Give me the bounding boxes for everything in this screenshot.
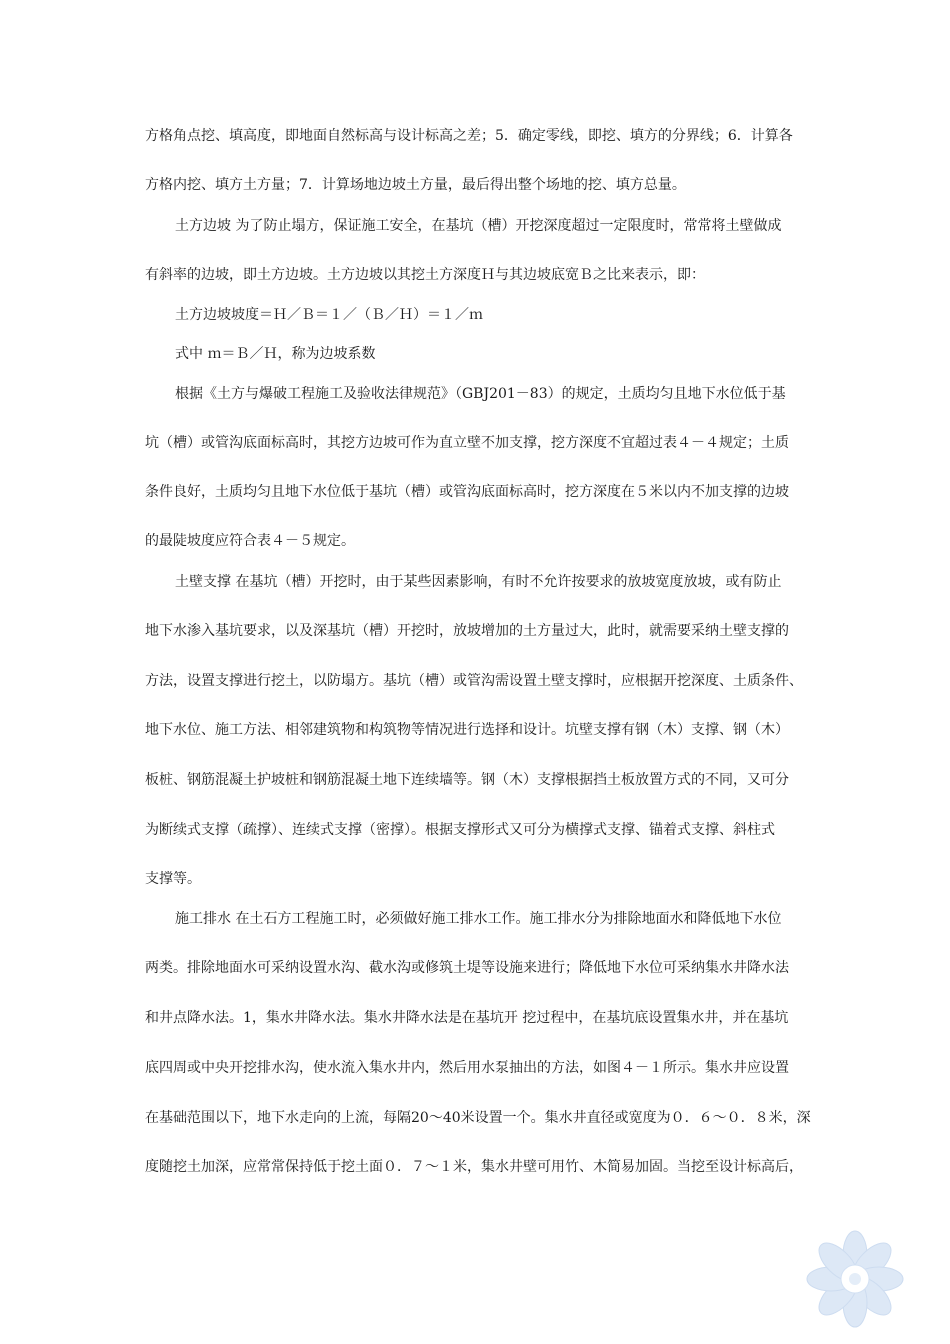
text-line: 坑（槽）或管沟底面标高时，其挖方边坡可作为直立壁不加支撑，挖方深度不宜超过表４－４规定；土质 — [145, 435, 789, 451]
text-line: 底四周或中央开挖排水沟，使水流入集水井内，然后用水泵抽出的方法，如图４－１所示。集水井应设置 — [145, 1060, 789, 1076]
paragraph-start: 土壁支撑 在基坑（槽）开挖时，由于某些因素影响，有时不允许按要求的放坡宽度放坡，或有防止 — [175, 574, 782, 590]
text-line: 两类。排除地面水可采纳设置水沟、截水沟或修筑土堤等设施来进行；降低地下水位可采纳集水井降水法 — [145, 960, 789, 976]
text-line: 有斜率的边坡，即土方边坡。土方边坡以其挖土方深度Ｈ与其边坡底宽Ｂ之比来表示，即： — [145, 267, 705, 283]
text-line: 在基础范围以下，地下水走向的上流，每隔20～40米设置一个。集水井直径或宽度为０．６～０．８米，深 — [145, 1110, 811, 1126]
text-line: 地下水位、施工方法、相邻建筑物和构筑物等情况进行选择和设计。坑壁支撑有钢（木）支撑、钢（木） — [145, 722, 789, 738]
paragraph-start: 土方边坡 为了防止塌方，保证施工安全，在基坑（槽）开挖深度超过一定限度时，常常将土壁做成 — [175, 218, 782, 234]
text-line: 方格内挖、填方土方量；7．计算场地边坡土方量，最后得出整个场地的挖、填方总量。 — [145, 177, 686, 193]
text-line: 地下水渗入基坑要求，以及深基坑（槽）开挖时，放坡增加的土方量过大，此时，就需要采纳土壁支撑的 — [145, 623, 789, 639]
text-line: 为断续式支撑（疏撑）、连续式支撑（密撑）。根据支撑形式又可分为横撑式支撑、锚着式支撑、斜柱式 — [145, 822, 775, 838]
text-line: 度随挖土加深，应常常保持低于挖土面０．７～１米，集水井壁可用竹、木简易加固。当挖至设计标高后， — [145, 1159, 803, 1175]
text-line: 方格角点挖、填高度，即地面自然标高与设计标高之差；5．确定零线，即挖、填方的分界线；6．计算各 — [145, 128, 793, 144]
formula-line: 土方边坡坡度＝Ｈ／Ｂ＝１／（Ｂ／Ｈ）＝１／ｍ — [175, 307, 483, 323]
text-line: 的最陡坡度应符合表４－５规定。 — [145, 533, 355, 549]
text-line: 方法，设置支撑进行挖土，以防塌方。基坑（槽）或管沟需设置土壁支撑时，应根据开挖深度、土质条件、 — [145, 673, 803, 689]
paragraph-start: 施工排水 在土石方工程施工时，必须做好施工排水工作。施工排水分为排除地面水和降低地下水位 — [175, 911, 782, 927]
text-line: 和井点降水法。1，集水井降水法。集水井降水法是在基坑开 挖过程中，在基坑底设置集水井，并在基坑 — [145, 1010, 789, 1026]
flower-watermark-icon — [800, 1224, 910, 1334]
text-line: 支撑等。 — [145, 871, 201, 887]
text-line: 板桩、钢筋混凝土护坡桩和钢筋混凝土地下连续墙等。钢（木）支撑根据挡土板放置方式的不同，又可分 — [145, 772, 789, 788]
paragraph-start: 根据《土方与爆破工程施工及验收法律规范》（GBJ201－83）的规定，土质均匀且地下水位低于基 — [175, 386, 786, 402]
text-line: 条件良好，土质均匀且地下水位低于基坑（槽）或管沟底面标高时，挖方深度在５米以内不加支撑的边坡 — [145, 484, 789, 500]
formula-note: 式中 ｍ＝Ｂ／Ｈ，称为边坡系数 — [175, 346, 376, 362]
